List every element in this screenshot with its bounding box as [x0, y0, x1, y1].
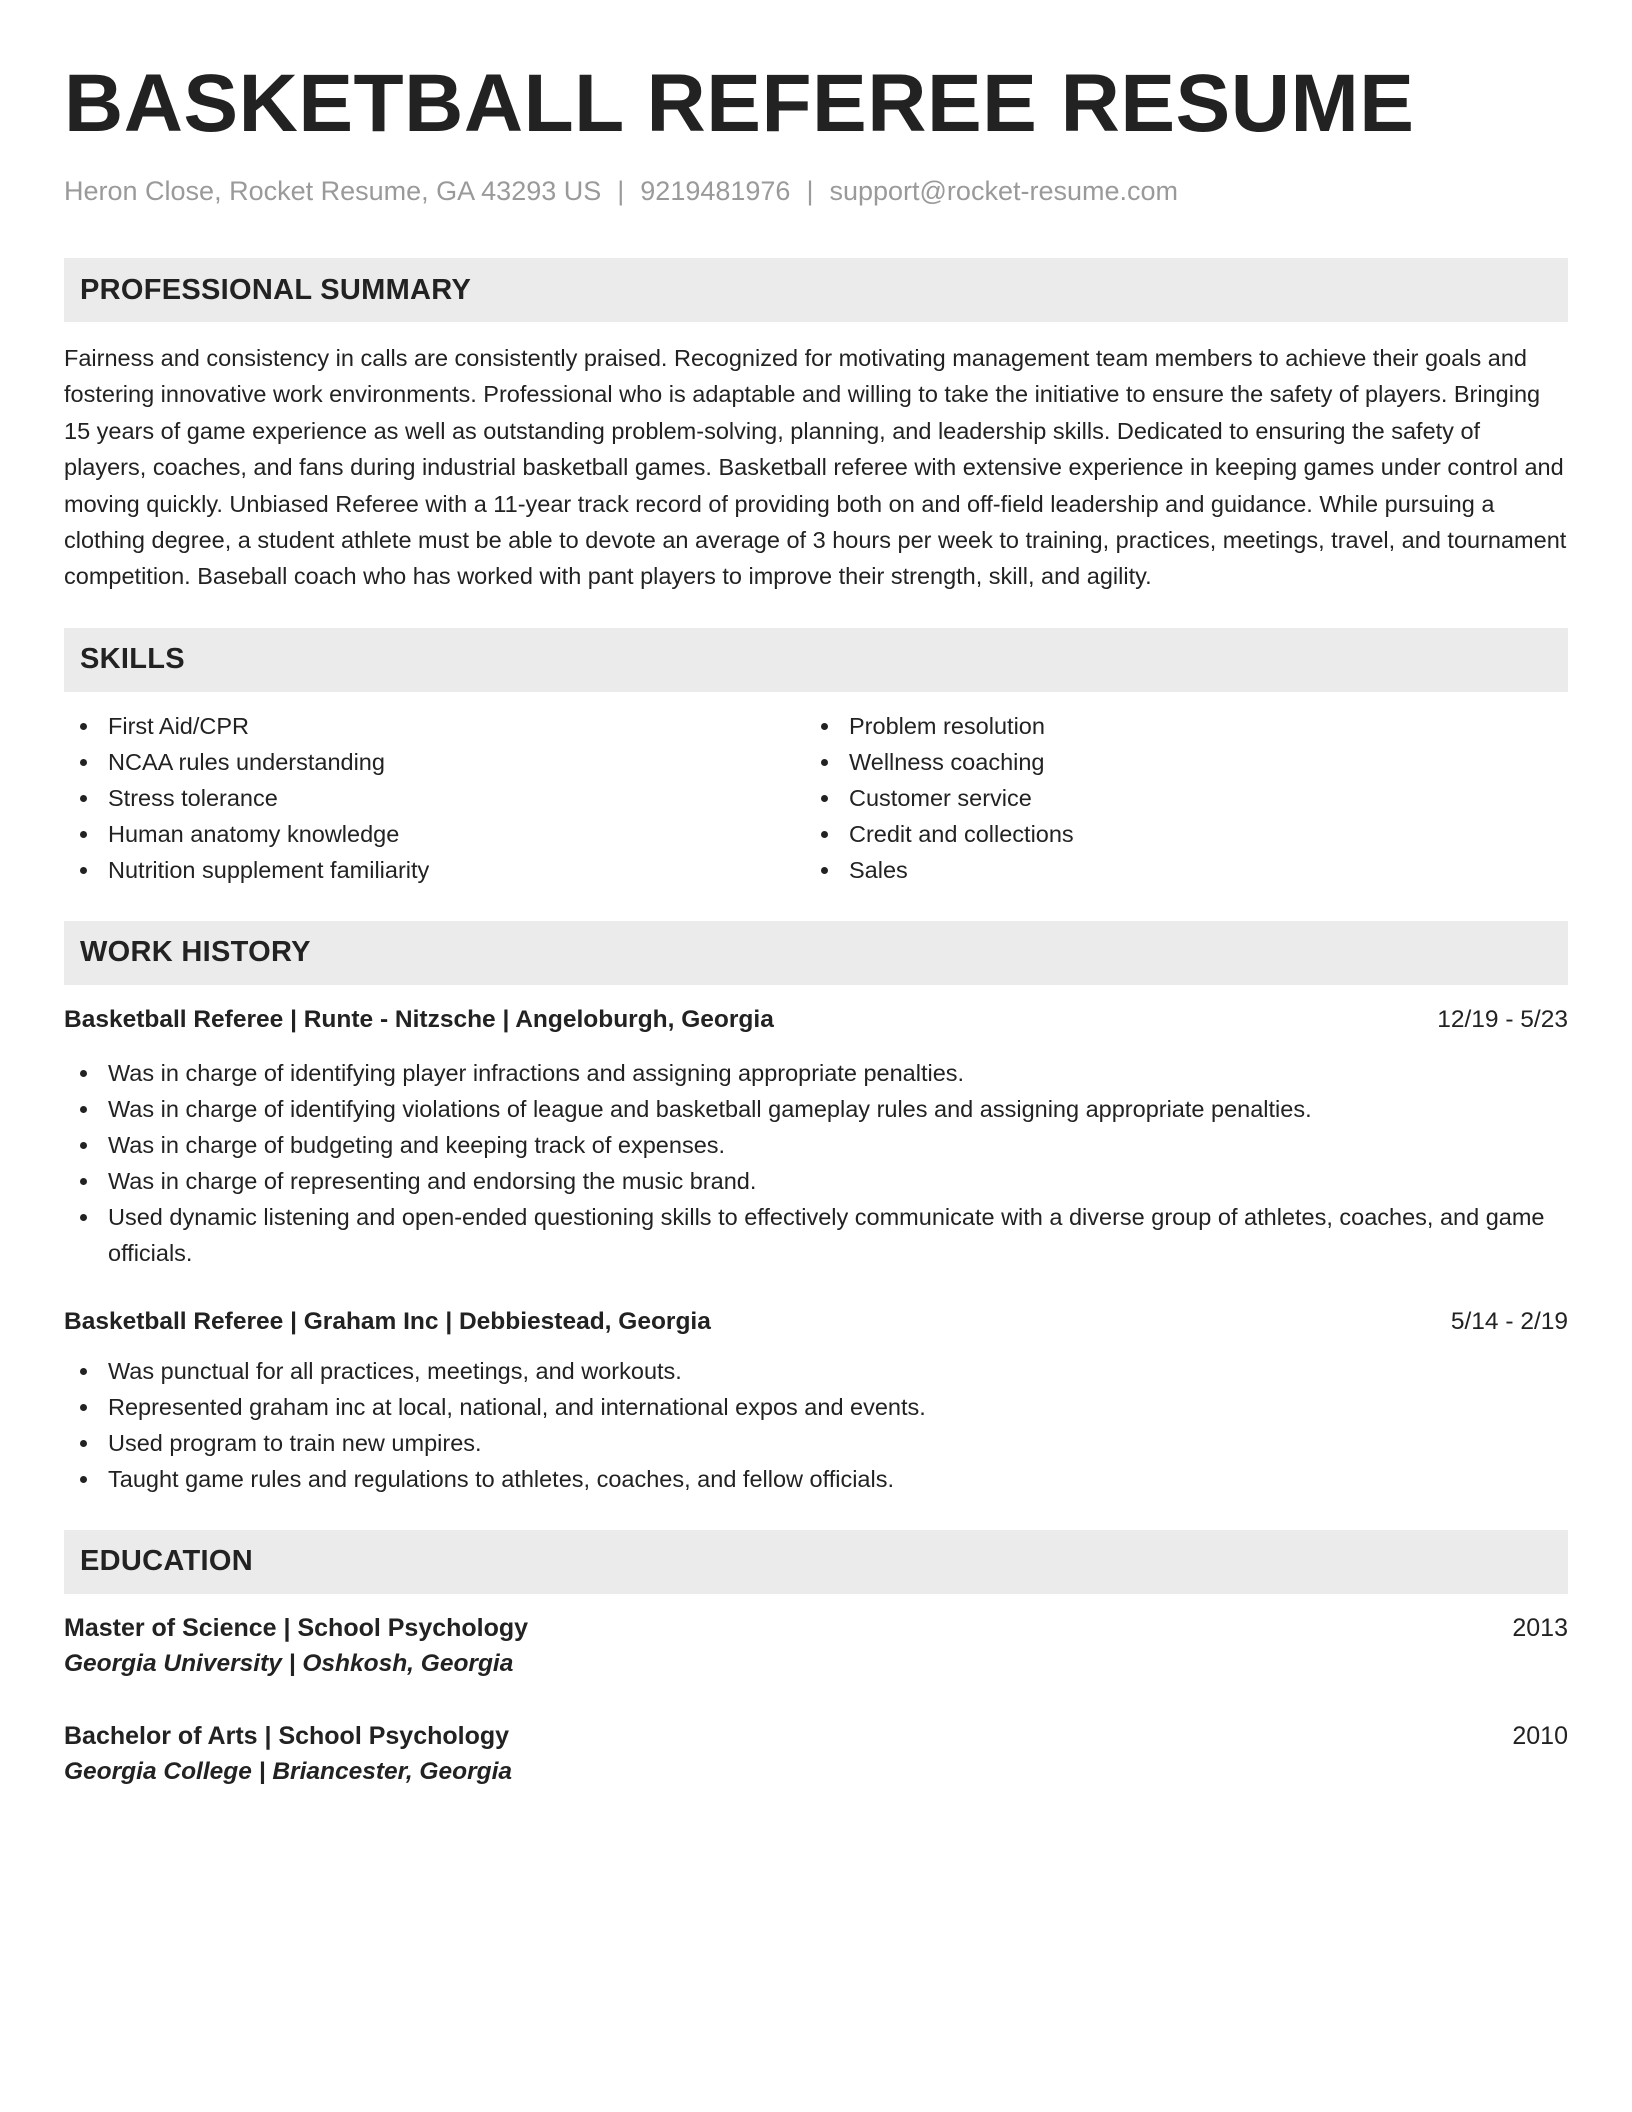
job-header: [64, 1003, 1568, 1037]
contact-address: Heron Close, Rocket Resume, GA 43293 US: [64, 176, 602, 206]
summary-heading: PROFESSIONAL SUMMARY: [64, 258, 1568, 322]
skill-item: Wellness coaching: [805, 744, 1546, 780]
job-bullet: Used program to train new umpires.: [64, 1425, 1568, 1461]
skill-item: Human anatomy knowledge: [64, 816, 805, 852]
skills-heading: SKILLS: [64, 628, 1568, 692]
education-entry: [64, 1718, 1568, 1790]
education-degree: Master of Science | School Psychology: [64, 1613, 529, 1642]
job-bullet: Taught game rules and regulations to athletes, coaches, and fellow officials.: [64, 1461, 1568, 1497]
job-dates: 5/14 - 2/19: [1450, 1307, 1568, 1335]
education-school: Georgia College | Briancester, Georgia: [64, 1757, 513, 1785]
skill-item: Stress tolerance: [64, 780, 805, 816]
education-year: 2010: [1512, 1721, 1568, 1750]
skills-column-left: [64, 708, 805, 888]
job-bullets: [64, 1055, 1568, 1271]
job-bullet: Was in charge of identifying violations of league and basketball gameplay rules and assigning appropriate penalties.: [64, 1091, 1568, 1127]
job-bullet: Represented graham inc at local, national, and international expos and events.: [64, 1389, 1568, 1425]
contact-separator: |: [617, 176, 625, 206]
education-year: 2013: [1512, 1613, 1568, 1642]
job-title: Basketball Referee | Runte - Nitzsche | Angeloburgh, Georgia: [64, 1005, 774, 1033]
contact-separator: |: [806, 176, 814, 206]
skill-item: NCAA rules understanding: [64, 744, 805, 780]
resume-title: BASKETBALL REFEREE RESUME: [64, 58, 1415, 149]
job-dates: 12/19 - 5/23: [1437, 1005, 1568, 1033]
education-school: Georgia University | Oshkosh, Georgia: [64, 1649, 514, 1677]
skills-column-right: [805, 708, 1546, 888]
job-bullet: Was in charge of representing and endorsing the music brand.: [64, 1163, 1568, 1199]
education-row: [64, 1718, 1568, 1754]
job-bullets: [64, 1353, 1568, 1497]
contact-phone: 9219481976: [640, 176, 791, 206]
contact-email: support@rocket-resume.com: [829, 176, 1178, 206]
job-entry: [64, 1305, 1568, 1497]
education-degree: Bachelor of Arts | School Psychology: [64, 1721, 510, 1750]
job-title: Basketball Referee | Graham Inc | Debbiestead, Georgia: [64, 1307, 711, 1335]
skill-item: Customer service: [805, 780, 1546, 816]
skill-item: Problem resolution: [805, 708, 1546, 744]
skill-item: Nutrition supplement familiarity: [64, 852, 805, 888]
skill-item: Sales: [805, 852, 1546, 888]
job-bullet: Used dynamic listening and open-ended questioning skills to effectively communicate with a diverse group of athletes, coaches, and game officials.: [64, 1199, 1568, 1271]
contact-line: [64, 174, 1568, 208]
education-entry: [64, 1610, 1568, 1682]
education-row: [64, 1610, 1568, 1646]
job-header: [64, 1305, 1568, 1339]
job-entry: [64, 1003, 1568, 1271]
work-history-heading: WORK HISTORY: [64, 921, 1568, 985]
education-heading: EDUCATION: [64, 1530, 1568, 1594]
job-bullet: Was in charge of identifying player infractions and assigning appropriate penalties.: [64, 1055, 1568, 1091]
skills-grid: [64, 708, 1568, 888]
skill-item: First Aid/CPR: [64, 708, 805, 744]
summary-text: Fairness and consistency in calls are consistently praised. Recognized for motivating management team members to achieve their goals and fostering innovative work environments. Professional who is adaptable and willing to take the initiative to ensure the safety of players. Bringing 15 years of game experience as well as outstanding problem-solving, planning, and leadership skills. Dedicated to ensuring the safety of players, coaches, and fans during industrial basketball games. Basketball referee with extensive experience in keeping games under control and moving quickly. Unbiased Referee with a 11-year track record of providing both on and off-field leadership and guidance. While pursuing a clothing degree, a student athlete must be able to devote an average of 3 hours per week to training, practices, meetings, travel, and tournament competition. Baseball coach who has worked with pant players to improve their strength, skill, and agility.: [64, 345, 1567, 590]
skill-item: Credit and collections: [805, 816, 1546, 852]
job-bullet: Was punctual for all practices, meetings, and workouts.: [64, 1353, 1568, 1389]
job-bullet: Was in charge of budgeting and keeping track of expenses.: [64, 1127, 1568, 1163]
